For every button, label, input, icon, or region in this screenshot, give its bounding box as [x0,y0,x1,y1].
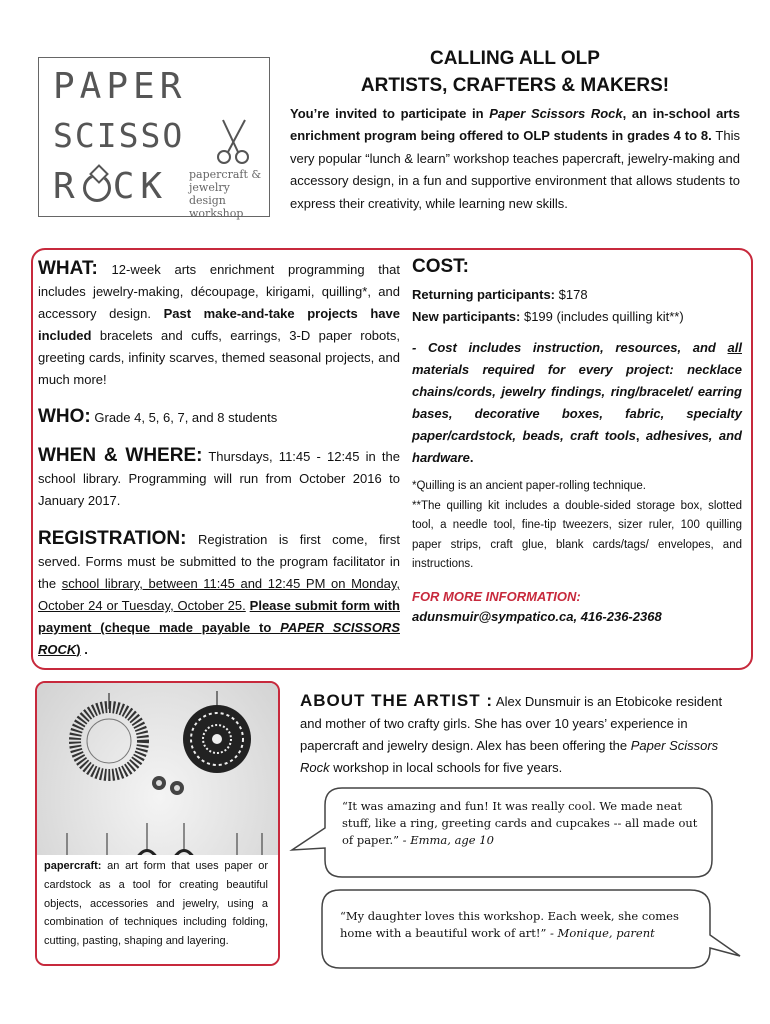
logo-line-rock: R CK [53,166,169,207]
when-label: WHEN & WHERE: [38,445,203,466]
header-title-line-1: CALLING ALL OLP [430,48,600,69]
cost-prices [412,284,742,328]
returning-price: Returning participants: $178 [412,287,588,302]
registration-section: REGISTRATION: Registration is first come, first served. Forms must be submitted to the program facilitator in the school library, between 11:45 and 12:45 PM on Monday, October 24 or Tuesday, October 25. Please submit form with payment (cheque made payable to PAPER SCISSORS ROCK) . [38,528,400,657]
who-label: WHO: [38,406,91,427]
logo-line-paper: PAPER [53,66,187,107]
more-info-label: FOR MORE INFORMATION: [412,589,581,604]
logo [38,57,270,220]
cost-notes: *Quilling is an ancient paper-rolling technique. **The quilling kit includes a double-sided storage box, slotted tool, a needle tool, fine-tip tweezers, sizer ruler, 100 quilling paper strips, craft glue, blank cards/tags/ envelopes, and instructions. [412,480,742,570]
header-title-line-2: ARTISTS, CRAFTERS & MAKERS! [360,75,670,96]
quote-monique: “My daughter loves this workshop. Each week, she comes home with a beautiful work of art!” - Monique, parent [340,909,679,940]
logo-tagline: papercraft & jewelry design workshop [189,168,262,220]
more-info [412,587,742,627]
what-label: WHAT: [38,258,98,279]
who-section: WHO: Grade 4, 5, 6, 7, and 8 students [38,406,278,427]
new-price: New participants: $199 (includes quilling kit**) [412,309,684,324]
intro-paragraph: You’re invited to participate in Paper Scissors Rock, an in-school arts enrichment program being offered to OLP students in grades 4 to 8. This very popular “lunch & learn” workshop teaches papercraft, jewelry-making and accessory design, in a fun and supportive environment that allows students to express their creativity, while learning new skills. [290,106,740,211]
about-artist-label: ABOUT THE ARTIST : [300,691,494,710]
ring-icon [83,174,111,202]
contact-info[interactable]: adunsmuir@sympatico.ca, 416-236-2368 [412,609,662,624]
quote-emma: “It was amazing and fun! It was really cool. We made neat stuff, like a ring, greeting cards and cupcakes -- all made out of paper.” - Emma, age 10 [342,799,698,847]
registration-label: REGISTRATION: [38,528,187,549]
scissors-icon [215,118,255,166]
about-artist: ABOUT THE ARTIST : Alex Dunsmuir is an Etobicoke resident and mother of two crafty girls. She has over 10 years’ experience in papercraft and jewelry design. Alex has been offering the Paper Scissors Rock workshop in local schools for five years. [300,691,723,775]
what-section: WHAT: 12-week arts enrichment programming that includes jewelry-making, découpage, kirigami, quilling*, and accessory design. Past make-and-take projects have included bracelets and cuffs, earrings, 3-D paper robots, greeting cards, infinity scarves, themed seasonal projects, and much more! [38,258,400,387]
cost-includes: - Cost includes instruction, resources, and all materials required for every project: necklace chains/cords, jewelry findings, ring/bracelet/ earring bases, decorative boxes, fabric, specialty paper/cardstock, beads, craft tools, adhesives, and hardware. [412,340,742,465]
cost-label: COST: [412,256,469,277]
when-section: WHEN & WHERE: Thursdays, 11:45 - 12:45 in the school library. Programming will run from October 2016 to January 2017. [38,445,400,508]
papercraft-definition: papercraft: an art form that uses paper or cardstock as a tool for creating beautiful objects, accessories and jewelry, using a combination of techniques including folding, cutting, pasting, shaping and layering. [44,860,268,948]
logo-line-scissors: SCISSO [53,116,185,155]
